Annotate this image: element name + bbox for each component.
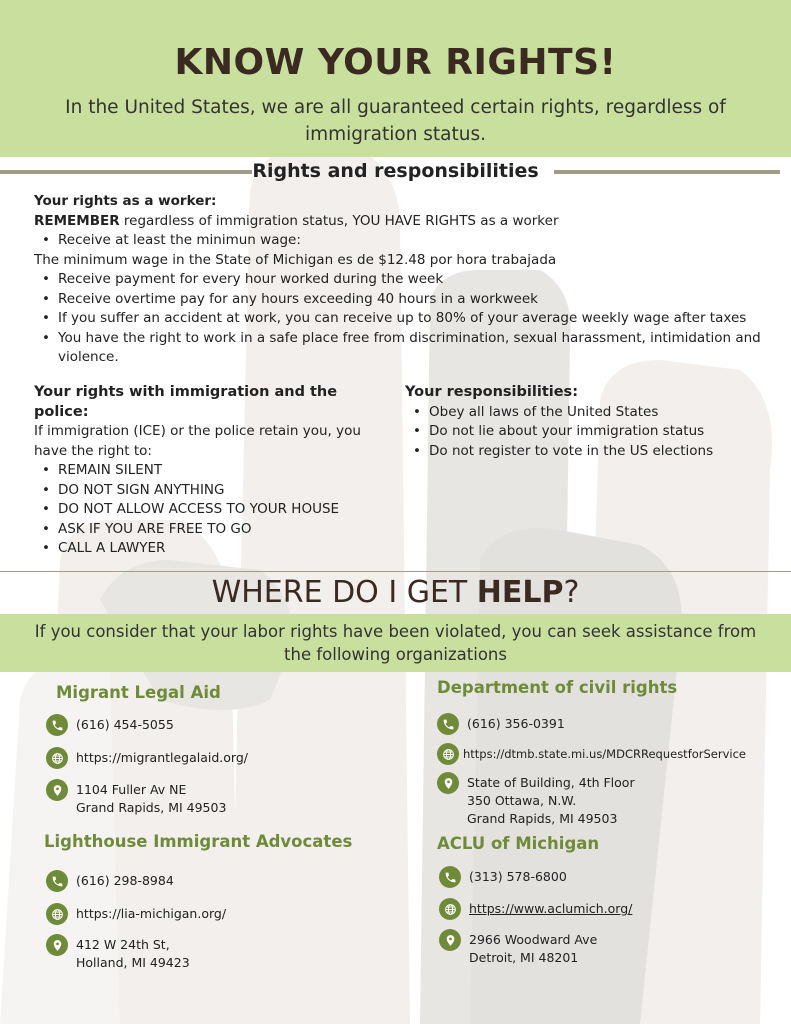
globe-icon: [46, 903, 68, 925]
immigration-rights-list: [34, 461, 379, 559]
phone-icon: [437, 713, 459, 735]
responsibilities-list: [405, 403, 765, 462]
list-item: • Obey all laws of the United States: [405, 403, 765, 423]
help-banner: [0, 614, 791, 672]
worker-rights-list: [34, 270, 764, 368]
org-website-link[interactable]: https://migrantlegalaid.org/: [76, 750, 248, 765]
address-line: 350 Ottawa, N.W.: [467, 793, 577, 808]
worker-rights-block: [34, 192, 764, 368]
phone-icon: [439, 866, 461, 888]
list-item: • Do not register to vote in the US elections: [405, 442, 765, 462]
list-item: • DO NOT ALLOW ACCESS TO YOUR HOUSE: [34, 500, 379, 520]
org-website-link[interactable]: https://lia-michigan.org/: [76, 906, 227, 921]
list-item: • Receive at least the minimun wage:: [34, 231, 764, 251]
wage-note: The minimum wage in the State of Michigan es de $12.48 por hora trabajada: [34, 251, 557, 268]
globe-icon: [46, 747, 68, 769]
immigration-rights-block: [34, 383, 379, 559]
address-line: State of Building, 4th Floor: [467, 775, 635, 790]
org-website-row: [46, 747, 248, 769]
help-title: [0, 575, 791, 610]
responsibilities-block: [405, 383, 765, 461]
list-item: • ASK IF YOU ARE FREE TO GO: [34, 520, 379, 540]
globe-icon: [437, 743, 459, 765]
globe-icon: [439, 898, 461, 920]
org-title-department-civil-rights: Department of civil rights: [437, 678, 678, 697]
org-title-lighthouse-immigrant-advocates: Lighthouse Immigrant Advocates: [44, 832, 353, 851]
org-website-row: [437, 743, 746, 765]
immigration-intro: If immigration (ICE) or the police retain you, you have the right to:: [34, 423, 361, 459]
responsibilities-title: Your responsibilities:: [405, 384, 578, 400]
list-item: • REMAIN SILENT: [34, 461, 379, 481]
org-website-row: [439, 898, 632, 920]
worker-rights-title: Your rights as a worker:: [34, 193, 217, 209]
address-line: Detroit, MI 48201: [469, 950, 579, 965]
map-pin-icon: [439, 929, 461, 951]
help-divider: [0, 571, 791, 572]
org-address-row: [437, 772, 635, 828]
remember-rest: regardless of immigration status, YOU HAVE RIGHTS as a worker: [119, 212, 559, 229]
org-phone: (616) 356-0391: [467, 716, 565, 731]
org-address: [469, 929, 597, 967]
org-phone-row: [437, 713, 565, 735]
org-website-row: [46, 903, 226, 925]
org-address: [76, 934, 190, 972]
list-item: • Receive overtime pay for any hours exceeding 40 hours in a workweek: [34, 290, 764, 310]
page-title: KNOW YOUR RIGHTS!: [174, 42, 617, 83]
help-title-suffix: ?: [563, 575, 580, 610]
list-item: • CALL A LAWYER: [34, 539, 379, 559]
list-item: • You have the right to work in a safe place free from discrimination, sexual harassment, intimidation and violence.: [34, 329, 764, 368]
org-title-migrant-legal-aid: Migrant Legal Aid: [56, 683, 221, 702]
org-phone: (313) 578-6800: [469, 869, 567, 884]
org-phone: (616) 298-8984: [76, 873, 174, 888]
org-address-row: [46, 779, 226, 817]
help-title-prefix: WHERE DO I GET: [211, 575, 477, 610]
help-title-bold: HELP: [476, 575, 564, 610]
list-item: • DO NOT SIGN ANYTHING: [34, 481, 379, 501]
org-phone: (616) 454-5055: [76, 717, 174, 732]
address-line: 412 W 24th St,: [76, 937, 170, 952]
page-subtitle: In the United States, we are all guaranteed certain rights, regardless of immigration status.: [65, 97, 726, 145]
phone-icon: [46, 714, 68, 736]
org-address-row: [46, 934, 190, 972]
org-website-link[interactable]: https://dtmb.state.mi.us/MDCRRequestforService: [463, 747, 747, 761]
list-item: • Receive payment for every hour worked during the week: [34, 270, 764, 290]
map-pin-icon: [46, 779, 68, 801]
org-phone-row: [46, 714, 174, 736]
org-website-link[interactable]: https://www.aclumich.org/: [469, 901, 633, 916]
org-title-aclu-michigan: ACLU of Michigan: [437, 834, 600, 853]
address-line: 2966 Woodward Ave: [469, 932, 598, 947]
immigration-rights-title: Your rights with immigration and the police:: [34, 384, 338, 420]
list-item: • Do not lie about your immigration status: [405, 422, 765, 442]
org-address-row: [439, 929, 597, 967]
org-address: [76, 779, 226, 817]
phone-icon: [46, 870, 68, 892]
address-line: Grand Rapids, MI 49503: [467, 811, 618, 826]
address-line: Grand Rapids, MI 49503: [76, 800, 227, 815]
list-item: • If you suffer an accident at work, you can receive up to 80% of your average weekly wage after taxes: [34, 309, 764, 329]
address-line: 1104 Fuller Av NE: [76, 782, 187, 797]
remember-bold: REMEMBER: [34, 212, 120, 229]
map-pin-icon: [437, 772, 459, 794]
org-address: [467, 772, 635, 828]
map-pin-icon: [46, 934, 68, 956]
remember-line: [34, 212, 764, 232]
address-line: Holland, MI 49423: [76, 955, 190, 970]
min-wage-list: [34, 231, 764, 251]
help-banner-text: If you consider that your labor rights have been violated, you can seek assistance from the following organizations: [34, 622, 757, 664]
section-heading: Rights and responsibilities: [252, 160, 539, 182]
org-phone-row: [46, 870, 174, 892]
header-banner: [0, 0, 791, 157]
org-phone-row: [439, 866, 567, 888]
